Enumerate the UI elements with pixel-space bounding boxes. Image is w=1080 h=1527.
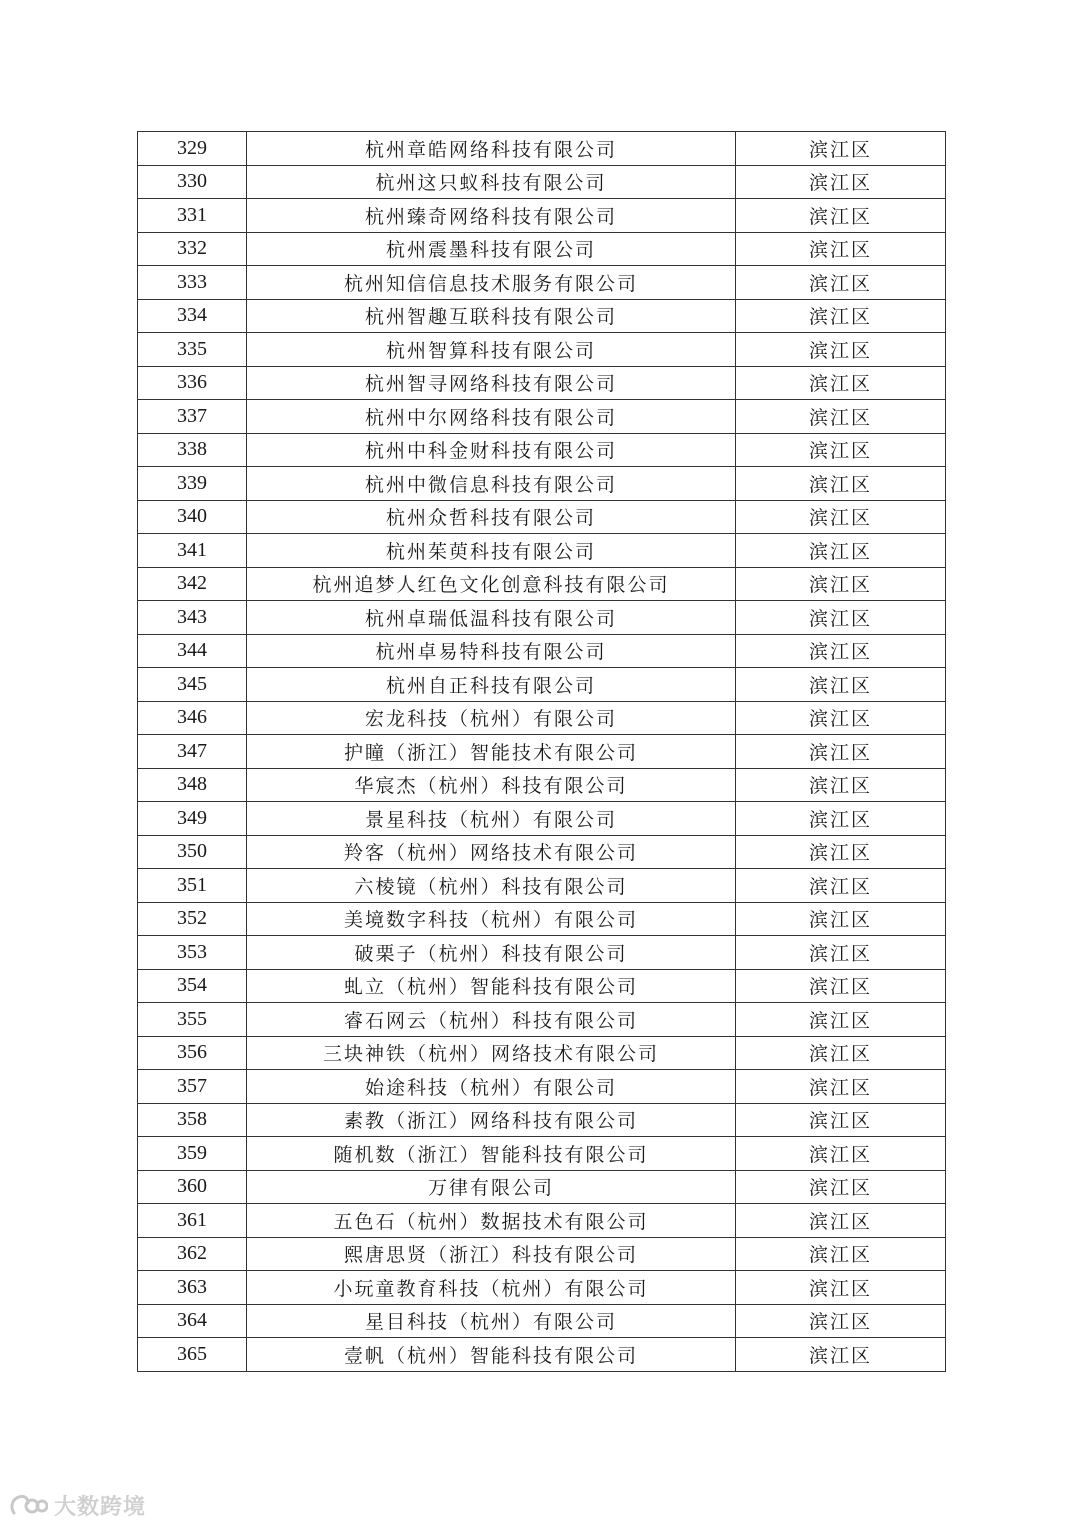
row-number: 359 bbox=[138, 1137, 247, 1171]
company-name: 杭州智寻网络科技有限公司 bbox=[247, 366, 736, 400]
row-number: 341 bbox=[138, 534, 247, 568]
company-name: 杭州中尔网络科技有限公司 bbox=[247, 400, 736, 434]
row-number: 346 bbox=[138, 701, 247, 735]
row-number: 338 bbox=[138, 433, 247, 467]
row-number: 348 bbox=[138, 768, 247, 802]
company-name: 杭州知信信息技术服务有限公司 bbox=[247, 266, 736, 300]
district: 滨江区 bbox=[736, 1003, 946, 1037]
company-name: 美境数字科技（杭州）有限公司 bbox=[247, 902, 736, 936]
company-name: 小玩童教育科技（杭州）有限公司 bbox=[247, 1271, 736, 1305]
row-number: 334 bbox=[138, 299, 247, 333]
company-name: 杭州智算科技有限公司 bbox=[247, 333, 736, 367]
table-row bbox=[138, 802, 946, 836]
company-list-table bbox=[137, 131, 946, 1372]
district: 滨江区 bbox=[736, 165, 946, 199]
table-row bbox=[138, 701, 946, 735]
district: 滨江区 bbox=[736, 936, 946, 970]
district: 滨江区 bbox=[736, 634, 946, 668]
district: 滨江区 bbox=[736, 500, 946, 534]
district: 滨江区 bbox=[736, 199, 946, 233]
district: 滨江区 bbox=[736, 1170, 946, 1204]
company-name: 壹帆（杭州）智能科技有限公司 bbox=[247, 1338, 736, 1372]
table-row bbox=[138, 1271, 946, 1305]
row-number: 351 bbox=[138, 869, 247, 903]
company-name: 六棱镜（杭州）科技有限公司 bbox=[247, 869, 736, 903]
row-number: 343 bbox=[138, 601, 247, 635]
row-number: 344 bbox=[138, 634, 247, 668]
table-row bbox=[138, 1070, 946, 1104]
table-row bbox=[138, 1103, 946, 1137]
table-row bbox=[138, 936, 946, 970]
table-row bbox=[138, 266, 946, 300]
company-name: 睿石网云（杭州）科技有限公司 bbox=[247, 1003, 736, 1037]
district: 滨江区 bbox=[736, 869, 946, 903]
row-number: 336 bbox=[138, 366, 247, 400]
row-number: 350 bbox=[138, 835, 247, 869]
row-number: 345 bbox=[138, 668, 247, 702]
table-row bbox=[138, 165, 946, 199]
table-row bbox=[138, 668, 946, 702]
row-number: 340 bbox=[138, 500, 247, 534]
district: 滨江区 bbox=[736, 433, 946, 467]
district: 滨江区 bbox=[736, 132, 946, 166]
table-row bbox=[138, 735, 946, 769]
table-row bbox=[138, 1137, 946, 1171]
company-name: 杭州臻奇网络科技有限公司 bbox=[247, 199, 736, 233]
district: 滨江区 bbox=[736, 802, 946, 836]
company-name: 万律有限公司 bbox=[247, 1170, 736, 1204]
table-row bbox=[138, 601, 946, 635]
district: 滨江区 bbox=[736, 1237, 946, 1271]
row-number: 361 bbox=[138, 1204, 247, 1238]
row-number: 339 bbox=[138, 467, 247, 501]
district: 滨江区 bbox=[736, 567, 946, 601]
district: 滨江区 bbox=[736, 835, 946, 869]
district: 滨江区 bbox=[736, 1204, 946, 1238]
district: 滨江区 bbox=[736, 1036, 946, 1070]
row-number: 365 bbox=[138, 1338, 247, 1372]
district: 滨江区 bbox=[736, 601, 946, 635]
table-row bbox=[138, 366, 946, 400]
company-name: 熙唐思贤（浙江）科技有限公司 bbox=[247, 1237, 736, 1271]
company-name: 始途科技（杭州）有限公司 bbox=[247, 1070, 736, 1104]
district: 滨江区 bbox=[736, 668, 946, 702]
row-number: 333 bbox=[138, 266, 247, 300]
district: 滨江区 bbox=[736, 534, 946, 568]
district: 滨江区 bbox=[736, 266, 946, 300]
table-row bbox=[138, 500, 946, 534]
company-name: 三块神铁（杭州）网络技术有限公司 bbox=[247, 1036, 736, 1070]
company-name: 景星科技（杭州）有限公司 bbox=[247, 802, 736, 836]
row-number: 335 bbox=[138, 333, 247, 367]
row-number: 358 bbox=[138, 1103, 247, 1137]
district: 滨江区 bbox=[736, 366, 946, 400]
company-name: 杭州这只蚁科技有限公司 bbox=[247, 165, 736, 199]
row-number: 362 bbox=[138, 1237, 247, 1271]
table-row bbox=[138, 400, 946, 434]
district: 滨江区 bbox=[736, 1070, 946, 1104]
table-row bbox=[138, 567, 946, 601]
row-number: 332 bbox=[138, 232, 247, 266]
table-row bbox=[138, 1170, 946, 1204]
company-name: 羚客（杭州）网络技术有限公司 bbox=[247, 835, 736, 869]
company-name: 星目科技（杭州）有限公司 bbox=[247, 1304, 736, 1338]
company-name: 宏龙科技（杭州）有限公司 bbox=[247, 701, 736, 735]
company-name: 杭州茱萸科技有限公司 bbox=[247, 534, 736, 568]
table-row bbox=[138, 1304, 946, 1338]
district: 滨江区 bbox=[736, 467, 946, 501]
table-row bbox=[138, 768, 946, 802]
district: 滨江区 bbox=[736, 232, 946, 266]
row-number: 357 bbox=[138, 1070, 247, 1104]
watermark-text: 大数跨境 bbox=[54, 1494, 147, 1520]
row-number: 331 bbox=[138, 199, 247, 233]
district: 滨江区 bbox=[736, 1304, 946, 1338]
table-row bbox=[138, 333, 946, 367]
row-number: 363 bbox=[138, 1271, 247, 1305]
table-row bbox=[138, 433, 946, 467]
table-row bbox=[138, 1237, 946, 1271]
table-row bbox=[138, 232, 946, 266]
row-number: 354 bbox=[138, 969, 247, 1003]
district: 滨江区 bbox=[736, 902, 946, 936]
company-name: 杭州智趣互联科技有限公司 bbox=[247, 299, 736, 333]
table-row bbox=[138, 969, 946, 1003]
company-name: 华宸杰（杭州）科技有限公司 bbox=[247, 768, 736, 802]
table-row bbox=[138, 132, 946, 166]
table-row bbox=[138, 299, 946, 333]
district: 滨江区 bbox=[736, 1271, 946, 1305]
row-number: 355 bbox=[138, 1003, 247, 1037]
row-number: 349 bbox=[138, 802, 247, 836]
company-name: 杭州卓易特科技有限公司 bbox=[247, 634, 736, 668]
district: 滨江区 bbox=[736, 768, 946, 802]
company-name: 杭州中微信息科技有限公司 bbox=[247, 467, 736, 501]
table-row bbox=[138, 199, 946, 233]
row-number: 364 bbox=[138, 1304, 247, 1338]
table-row bbox=[138, 902, 946, 936]
district: 滨江区 bbox=[736, 701, 946, 735]
company-name: 杭州追梦人红色文化创意科技有限公司 bbox=[247, 567, 736, 601]
company-name: 虬立（杭州）智能科技有限公司 bbox=[247, 969, 736, 1003]
company-name: 素教（浙江）网络科技有限公司 bbox=[247, 1103, 736, 1137]
row-number: 337 bbox=[138, 400, 247, 434]
company-name: 五色石（杭州）数据技术有限公司 bbox=[247, 1204, 736, 1238]
row-number: 353 bbox=[138, 936, 247, 970]
table-row bbox=[138, 835, 946, 869]
district: 滨江区 bbox=[736, 735, 946, 769]
company-name: 杭州众哲科技有限公司 bbox=[247, 500, 736, 534]
table-row bbox=[138, 1204, 946, 1238]
table-row bbox=[138, 1036, 946, 1070]
district: 滨江区 bbox=[736, 299, 946, 333]
row-number: 352 bbox=[138, 902, 247, 936]
row-number: 330 bbox=[138, 165, 247, 199]
table-row bbox=[138, 467, 946, 501]
table-row bbox=[138, 634, 946, 668]
row-number: 356 bbox=[138, 1036, 247, 1070]
company-name: 随机数（浙江）智能科技有限公司 bbox=[247, 1137, 736, 1171]
company-name: 杭州震墨科技有限公司 bbox=[247, 232, 736, 266]
brand-logo-icon bbox=[8, 1491, 48, 1519]
table-row bbox=[138, 534, 946, 568]
district: 滨江区 bbox=[736, 1137, 946, 1171]
row-number: 360 bbox=[138, 1170, 247, 1204]
district: 滨江区 bbox=[736, 400, 946, 434]
company-name: 杭州自正科技有限公司 bbox=[247, 668, 736, 702]
district: 滨江区 bbox=[736, 969, 946, 1003]
company-name: 破栗子（杭州）科技有限公司 bbox=[247, 936, 736, 970]
company-name: 护瞳（浙江）智能技术有限公司 bbox=[247, 735, 736, 769]
company-list-body bbox=[138, 132, 946, 1372]
table-row bbox=[138, 1003, 946, 1037]
district: 滨江区 bbox=[736, 1338, 946, 1372]
row-number: 347 bbox=[138, 735, 247, 769]
row-number: 329 bbox=[138, 132, 247, 166]
district: 滨江区 bbox=[736, 1103, 946, 1137]
table-row bbox=[138, 869, 946, 903]
watermark bbox=[8, 1488, 146, 1522]
row-number: 342 bbox=[138, 567, 247, 601]
table-row bbox=[138, 1338, 946, 1372]
company-name: 杭州章皓网络科技有限公司 bbox=[247, 132, 736, 166]
company-name: 杭州卓瑞低温科技有限公司 bbox=[247, 601, 736, 635]
company-name: 杭州中科金财科技有限公司 bbox=[247, 433, 736, 467]
district: 滨江区 bbox=[736, 333, 946, 367]
